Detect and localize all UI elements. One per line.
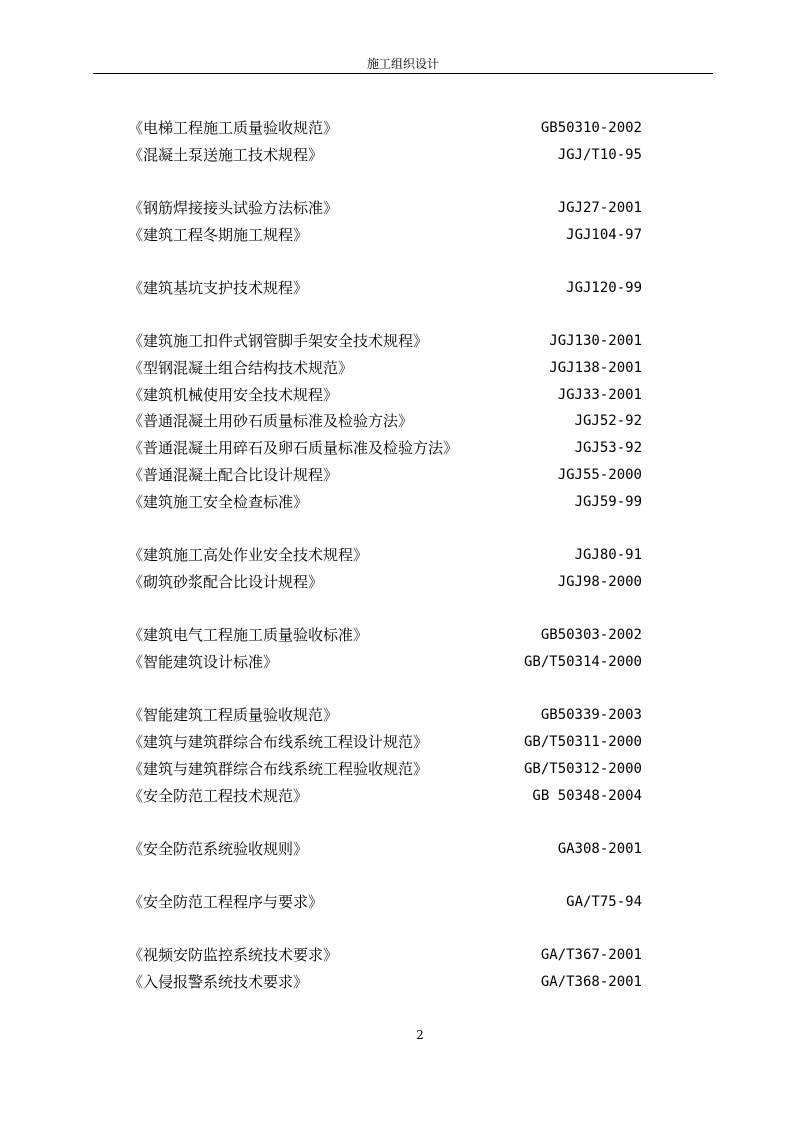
standard-entry xyxy=(128,437,642,459)
standard-code: JGJ80-91 xyxy=(574,547,642,563)
standard-code: JGJ98-2000 xyxy=(557,574,642,590)
standard-entry xyxy=(128,971,642,993)
standard-code: GB/T50314-2000 xyxy=(523,654,642,670)
standard-code: GB/T50311-2000 xyxy=(523,734,642,750)
standard-title: 《普通混凝土配合比设计规程》 xyxy=(128,466,339,484)
standard-entry xyxy=(128,891,642,913)
standard-title: 《安全防范工程技术规范》 xyxy=(128,787,309,805)
standard-entry xyxy=(128,357,642,379)
standard-title: 《建筑施工扣件式钢管脚手架安全技术规程》 xyxy=(128,332,429,350)
standard-code: GB/T50312-2000 xyxy=(523,761,642,777)
standard-entry xyxy=(128,464,642,486)
standard-entry xyxy=(128,410,642,432)
standard-title: 《视频安防监控系统技术要求》 xyxy=(128,946,339,964)
standard-code: JGJ138-2001 xyxy=(549,360,642,376)
standard-code: JGJ59-99 xyxy=(574,494,642,510)
standard-title: 《建筑与建筑群综合布线系统工程验收规范》 xyxy=(128,760,429,778)
standard-code: GA308-2001 xyxy=(557,841,642,857)
standard-title: 《安全防范系统验收规则》 xyxy=(128,840,309,858)
standard-title: 《建筑工程冬期施工规程》 xyxy=(128,226,309,244)
standard-title: 《砌筑砂浆配合比设计规程》 xyxy=(128,573,324,591)
standard-entry xyxy=(128,651,642,673)
standard-title: 《钢筋焊接接头试验方法标准》 xyxy=(128,199,339,217)
standard-code: GB50303-2002 xyxy=(540,627,642,643)
standard-title: 《普通混凝土用砂石质量标准及检验方法》 xyxy=(128,412,414,430)
standard-code: GA/T367-2001 xyxy=(540,947,642,963)
standard-entry xyxy=(128,624,642,646)
standard-title: 《安全防范工程程序与要求》 xyxy=(128,893,324,911)
standard-title: 《混凝土泵送施工技术规程》 xyxy=(128,146,324,164)
standard-code: JGJ53-92 xyxy=(574,440,642,456)
standard-entry xyxy=(128,758,642,780)
standard-entry xyxy=(128,785,642,807)
standard-code: JGJ120-99 xyxy=(566,280,642,296)
standard-code: JGJ27-2001 xyxy=(557,200,642,216)
standard-code: GA/T75-94 xyxy=(566,894,642,910)
standard-title: 《普通混凝土用碎石及卵石质量标准及检验方法》 xyxy=(128,439,459,457)
standard-entry xyxy=(128,197,642,219)
standard-code: GA/T368-2001 xyxy=(540,974,642,990)
standard-code: GB50310-2002 xyxy=(540,120,642,136)
standard-code: JGJ130-2001 xyxy=(549,333,642,349)
standard-entry xyxy=(128,944,642,966)
standard-entry xyxy=(128,731,642,753)
standard-title: 《建筑施工安全检查标准》 xyxy=(128,493,309,511)
standard-entry xyxy=(128,571,642,593)
standard-code: JGJ33-2001 xyxy=(557,387,642,403)
standard-title: 《电梯工程施工质量验收规范》 xyxy=(128,119,339,137)
standard-code: GB50339-2003 xyxy=(540,707,642,723)
standard-title: 《型钢混凝土组合结构技术规范》 xyxy=(128,359,354,377)
standard-entry xyxy=(128,838,642,860)
standard-title: 《入侵报警系统技术要求》 xyxy=(128,973,309,991)
standard-entry xyxy=(128,384,642,406)
standard-title: 《智能建筑设计标准》 xyxy=(128,653,279,671)
page-number: 2 xyxy=(416,1028,424,1042)
standard-code: JGJ55-2000 xyxy=(557,467,642,483)
standard-title: 《建筑基坑支护技术规程》 xyxy=(128,279,309,297)
page-header: 施工组织设计 xyxy=(93,56,713,74)
standard-code: JGJ52-92 xyxy=(574,413,642,429)
standard-entry xyxy=(128,704,642,726)
standard-entry xyxy=(128,330,642,352)
standard-code: JGJ/T10-95 xyxy=(557,147,642,163)
standard-entry xyxy=(128,277,642,299)
standard-code: GB 50348-2004 xyxy=(532,788,642,804)
standard-entry xyxy=(128,117,642,139)
standard-title: 《智能建筑工程质量验收规范》 xyxy=(128,706,339,724)
standard-title: 《建筑与建筑群综合布线系统工程设计规范》 xyxy=(128,733,429,751)
standard-entry xyxy=(128,224,642,246)
standard-entry xyxy=(128,544,642,566)
standard-title: 《建筑施工高处作业安全技术规程》 xyxy=(128,546,369,564)
standard-title: 《建筑电气工程施工质量验收标准》 xyxy=(128,626,369,644)
standard-entry xyxy=(128,491,642,513)
standard-entry xyxy=(128,144,642,166)
standard-title: 《建筑机械使用安全技术规程》 xyxy=(128,386,339,404)
standard-code: JGJ104-97 xyxy=(566,227,642,243)
